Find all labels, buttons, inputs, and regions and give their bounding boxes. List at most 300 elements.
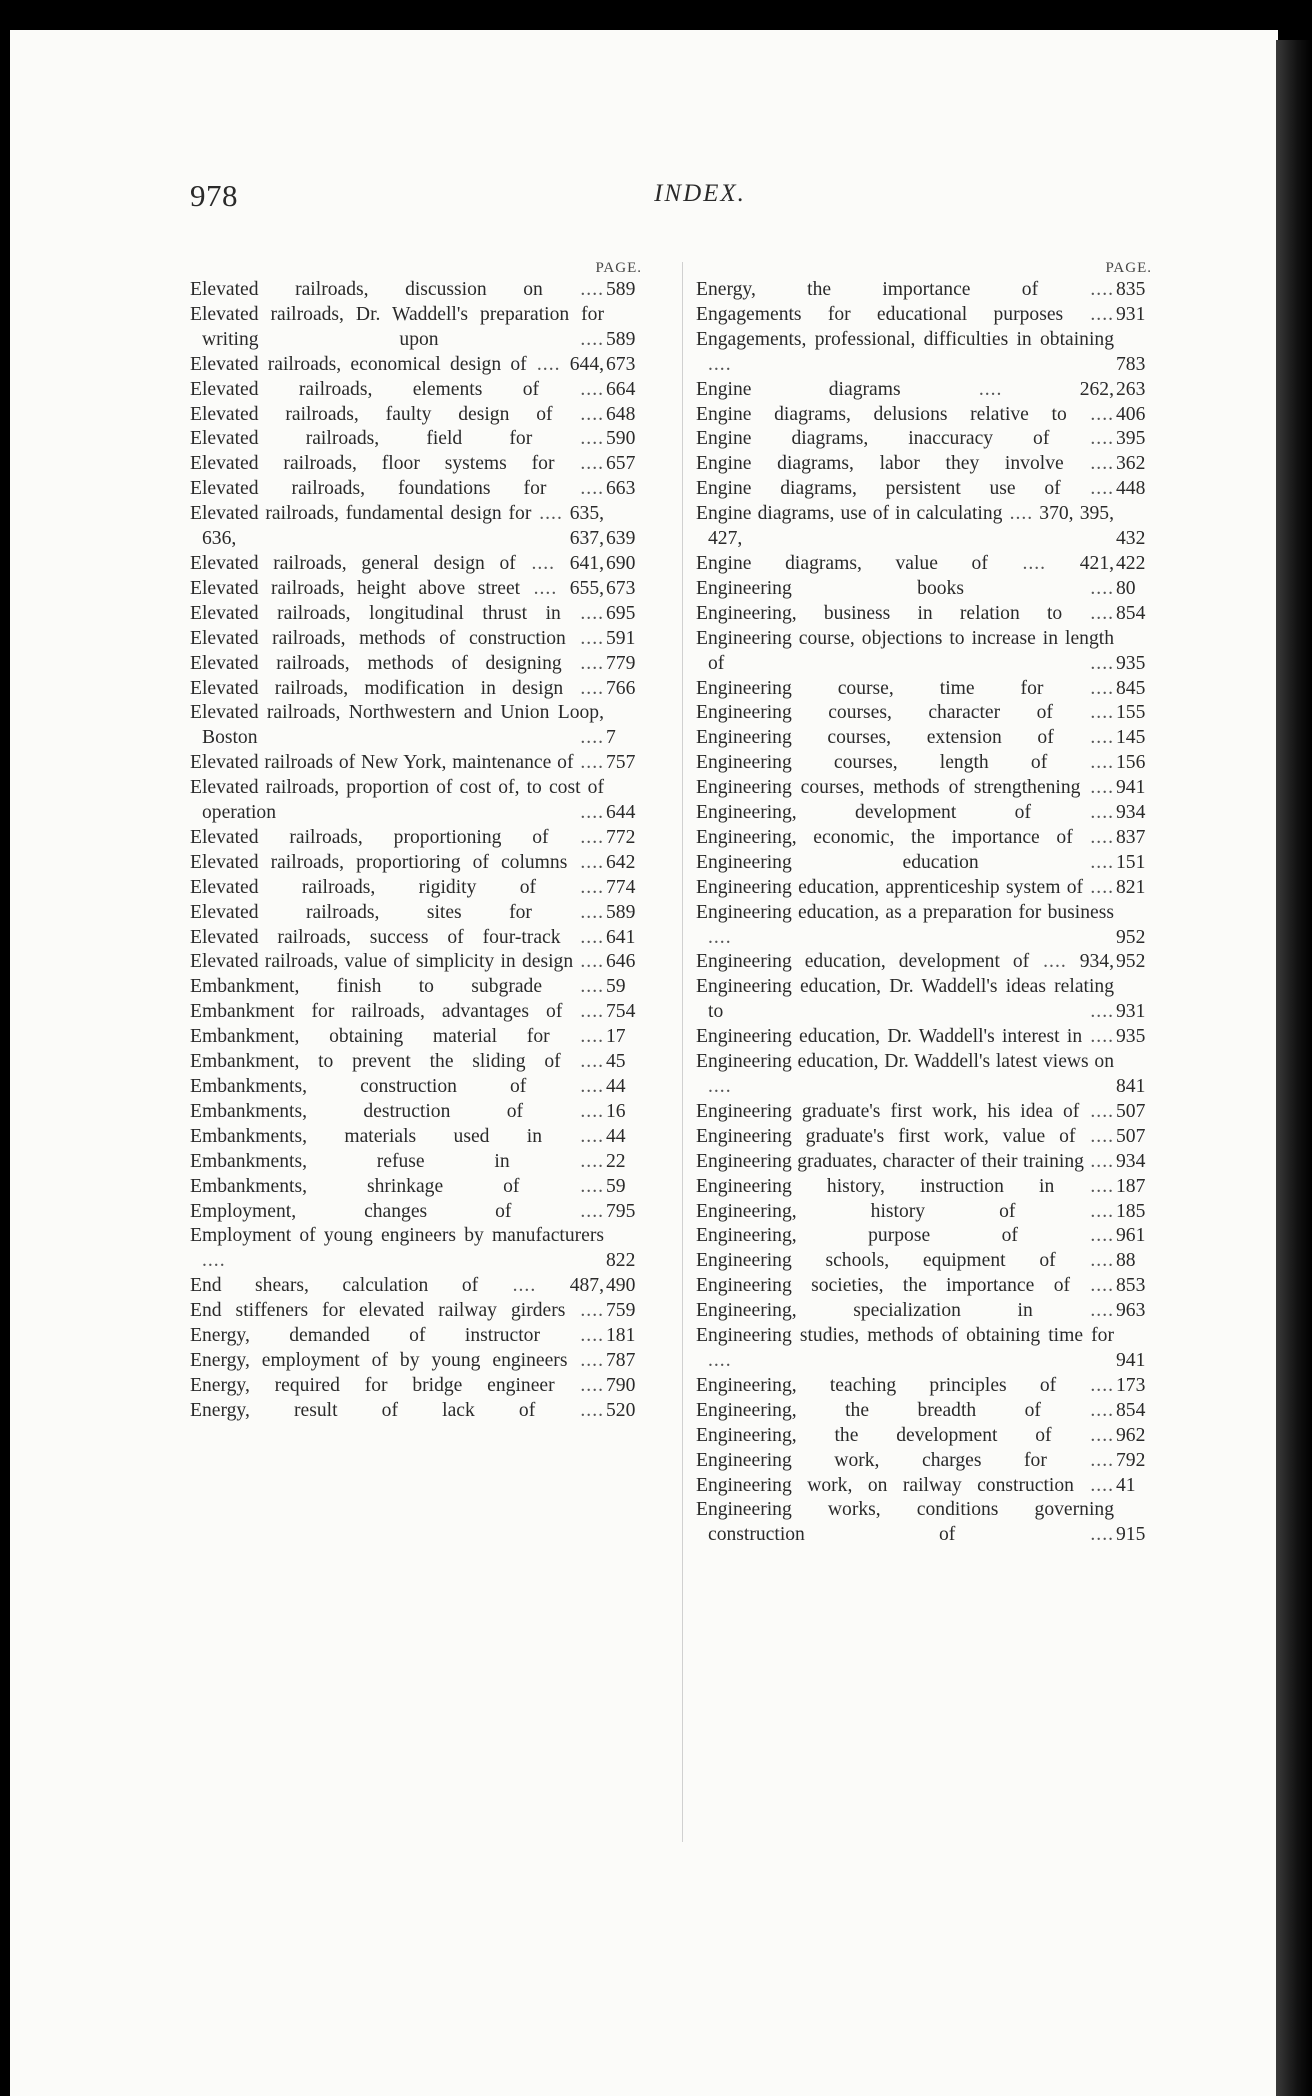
leader-dots: .... — [552, 403, 605, 425]
leader-dots: .... — [1015, 1200, 1114, 1222]
index-entry — [696, 1498, 1158, 1548]
index-entry-page: 44 — [606, 1076, 626, 1097]
index-entry-text: Engineering, business in relation to — [696, 602, 1063, 624]
index-entry-text: Elevated railroads, modification in design — [190, 677, 564, 699]
index-entry-page: 673 — [606, 577, 636, 599]
leader-dots: .... — [1043, 677, 1114, 699]
index-entry — [190, 826, 648, 851]
leader-dots: .... — [1029, 951, 1067, 973]
index-entry-text: Engineering, economic, the importance of — [696, 826, 1073, 848]
index-entry-text: Elevated railroads, rigidity of — [190, 876, 537, 898]
index-entry-text: Energy, result of lack of — [190, 1399, 536, 1421]
leader-dots: .... — [202, 1250, 226, 1272]
index-entry-text: Engineering work, on railway construction — [696, 1474, 1074, 1496]
index-entry-text: Elevated railroads, success of four-track — [190, 926, 561, 948]
index-entry — [696, 776, 1158, 801]
leader-dots: .... — [549, 1026, 604, 1048]
index-entry-page: 821 — [1116, 876, 1146, 898]
index-entry-page: 931 — [1116, 303, 1146, 325]
leader-dots: .... — [1066, 403, 1114, 425]
index-entry-text: Elevated railroads, elements of — [190, 378, 540, 400]
index-entry-text: Elevated railroads, height above street — [190, 577, 521, 599]
index-entry-page: 422 — [1116, 552, 1146, 574]
page-number: 978 — [190, 178, 238, 213]
leader-dots: .... — [1031, 802, 1114, 824]
index-entry-page: 961 — [1116, 1225, 1146, 1247]
index-entry — [190, 303, 648, 353]
index-entry-text: Engine diagrams, inaccuracy of — [696, 428, 1050, 450]
index-entry-text: Engineering courses, character of — [696, 702, 1053, 724]
leader-dots: .... — [535, 1399, 604, 1421]
index-entry-page: 648 — [606, 403, 636, 425]
leader-dots: .... — [1073, 1474, 1114, 1496]
index-entry-extra-pages: 934, — [1066, 951, 1114, 973]
index-entry-page: 589 — [606, 328, 636, 350]
leader-dots: .... — [1083, 876, 1115, 898]
index-entry-page: 663 — [606, 478, 636, 500]
index-entry — [696, 1150, 1158, 1175]
index-entry — [696, 751, 1158, 776]
index-entry-text: Engineering education, apprenticeship system of — [696, 876, 1084, 898]
index-entry-page: 362 — [1116, 453, 1146, 475]
index-entry — [696, 1324, 1158, 1374]
leader-dots: .... — [536, 876, 604, 898]
index-entry — [696, 627, 1158, 677]
index-entry-text: Engineering courses, length of — [696, 752, 1048, 774]
index-entry-extra-pages: 370, 395, 427, — [708, 503, 1114, 550]
running-head: INDEX. — [654, 180, 746, 207]
leader-dots: .... — [554, 1374, 605, 1396]
leader-dots: .... — [548, 826, 604, 848]
index-entry — [696, 1249, 1158, 1274]
index-entry — [190, 1050, 648, 1075]
index-entry-text: Energy, employment of by young engineers — [190, 1349, 568, 1371]
index-entry — [190, 1299, 648, 1324]
index-entry-page: 589 — [606, 279, 636, 300]
index-entry — [190, 652, 648, 677]
index-entry-page: 792 — [1116, 1449, 1146, 1471]
leader-dots: .... — [1017, 1225, 1114, 1247]
index-entry-page: 507 — [1116, 1125, 1146, 1147]
index-entry-text: Engineering education, Dr. Waddell's latest views on — [696, 1051, 1114, 1073]
index-entry-text: Elevated railroads, floor systems for — [190, 453, 555, 475]
index-entry-page: 853 — [1116, 1275, 1146, 1297]
index-entry-text: Elevated railroads, sites for — [190, 901, 532, 923]
index-entry — [696, 403, 1158, 428]
index-entry-text: Engineering courses, extension of — [696, 727, 1054, 749]
index-entry-page: 772 — [606, 826, 636, 848]
page-column-label: PAGE. — [595, 260, 642, 276]
leader-dots: .... — [708, 353, 732, 375]
index-entry-page: 406 — [1116, 403, 1146, 425]
index-entry-page: 962 — [1116, 1424, 1146, 1446]
leader-dots: .... — [1075, 1125, 1114, 1147]
index-entry-page: 766 — [606, 677, 636, 699]
index-entry — [696, 876, 1158, 901]
index-entry — [696, 452, 1158, 477]
leader-dots: .... — [542, 976, 604, 998]
leader-dots: .... — [526, 1076, 604, 1097]
index-entry-text: Engineering, the breadth of — [696, 1399, 1041, 1421]
index-entry — [190, 477, 648, 502]
index-entry — [190, 876, 648, 901]
index-entry-page: 941 — [1116, 777, 1146, 799]
leader-dots: .... — [1038, 279, 1114, 300]
index-entry-text: Embankments, refuse in — [190, 1150, 510, 1172]
index-entry-page: 822 — [606, 1250, 636, 1272]
index-entry-text: Elevated railroads, proportioning of — [190, 826, 549, 848]
leader-dots: .... — [1032, 1300, 1114, 1322]
leader-dots: .... — [560, 926, 604, 948]
leader-dots: .... — [520, 577, 558, 599]
column-divider — [682, 262, 683, 1842]
index-entry-text: Engineering work, charges for — [696, 1449, 1047, 1471]
index-entry — [696, 1200, 1158, 1225]
index-entry-text: Embankments, materials used in — [190, 1125, 543, 1147]
index-entry — [696, 303, 1158, 328]
index-entry-text: Engineering education, as a preparation for business — [696, 901, 1114, 923]
index-entry-text: Energy, demanded of instructor — [190, 1325, 540, 1347]
leader-dots: .... — [978, 851, 1114, 873]
index-entry — [190, 1025, 648, 1050]
index-entry-text: Embankment for railroads, advantages of — [190, 1001, 563, 1023]
index-entry-text: Embankment, to prevent the sliding of — [190, 1051, 561, 1073]
index-entry-text: Elevated railroads, Dr. Waddell's preparation for writing upon — [190, 303, 604, 350]
index-entry-page: 757 — [606, 752, 636, 774]
leader-dots: .... — [567, 1349, 604, 1371]
index-entry-text: Elevated railroads, methods of designing — [190, 652, 562, 674]
index-entry-page: 774 — [606, 876, 636, 898]
index-entry — [190, 602, 648, 627]
index-column-left — [190, 258, 648, 1424]
index-entry — [190, 1175, 648, 1200]
index-entry-text: Elevated railroads, methods of construction — [190, 627, 566, 649]
index-entry — [696, 278, 1158, 303]
index-entry-page: 644 — [606, 802, 636, 824]
index-entry-text: Elevated railroads, discussion on — [190, 279, 543, 300]
index-entry-page: 963 — [1116, 1300, 1146, 1322]
index-entry-page: 520 — [606, 1399, 636, 1421]
index-entry — [190, 851, 648, 876]
leader-dots: .... — [1070, 1275, 1114, 1297]
index-entry-page: 695 — [606, 602, 636, 624]
index-entry-text: Embankment, obtaining material for — [190, 1026, 550, 1048]
leader-dots: .... — [987, 552, 1047, 574]
index-entry-page: 490 — [606, 1275, 636, 1297]
leader-dots: .... — [708, 1076, 732, 1097]
index-entry-page: 16 — [606, 1100, 626, 1122]
index-entry-text: Engineering works, conditions governing construction of — [696, 1499, 1114, 1546]
index-entry-extra-pages: 641, — [555, 552, 604, 574]
index-entry — [190, 926, 648, 951]
leader-dots: .... — [567, 851, 604, 873]
leader-dots: .... — [1083, 1150, 1114, 1172]
index-entry-page: 432 — [1116, 528, 1146, 550]
index-entry-text: Engineering education, Dr. Waddell's interest in — [696, 1026, 1083, 1048]
index-entry — [696, 1399, 1158, 1424]
index-entry-extra-pages: 655, — [557, 577, 605, 599]
leader-dots: .... — [1046, 1449, 1114, 1471]
index-entry — [190, 950, 648, 975]
index-entry — [696, 552, 1158, 577]
index-entry-page: 690 — [606, 552, 636, 574]
index-entry-text: End stiffeners for elevated railway girders — [190, 1300, 566, 1322]
leader-dots: .... — [546, 478, 604, 500]
index-column-right — [696, 258, 1158, 1548]
index-entry-page: 590 — [606, 428, 636, 450]
index-entry-page: 45 — [606, 1051, 626, 1073]
index-entry — [190, 975, 648, 1000]
index-entry-page: 44 — [606, 1125, 626, 1147]
leader-dots: .... — [1082, 1026, 1114, 1048]
index-entry-page: 915 — [1116, 1524, 1146, 1546]
leader-dots: .... — [532, 428, 604, 450]
index-entry — [190, 577, 648, 602]
index-entry — [696, 1299, 1158, 1324]
index-entry — [190, 1100, 648, 1125]
index-entry-text: Elevated railroads, Northwestern and Union Loop, Boston — [190, 702, 604, 749]
index-entry-page: 88 — [1116, 1250, 1136, 1272]
index-entry-text: Engagements, professional, difficulties in obtaining — [696, 328, 1114, 350]
index-entry-extra-pages: 644, — [560, 353, 605, 375]
leader-dots: .... — [1052, 702, 1114, 724]
index-entry-page: 664 — [606, 378, 636, 400]
leader-dots: .... — [724, 652, 1114, 674]
index-entry-page: 779 — [606, 652, 636, 674]
index-entry-text: Elevated railroads, faulty design of — [190, 403, 553, 425]
index-entry-page: 931 — [1116, 1001, 1146, 1023]
index-entry-text: Engine diagrams, use of in calculating — [696, 503, 1003, 525]
index-entry — [696, 1050, 1158, 1100]
index-entry-page: 263 — [1116, 378, 1146, 400]
index-entry-page: 952 — [1116, 951, 1146, 973]
leader-dots: .... — [1056, 1374, 1114, 1396]
index-entry — [696, 677, 1158, 702]
index-entry-text: Engineering societies, the importance of — [696, 1275, 1071, 1297]
leader-dots: .... — [1060, 478, 1114, 500]
index-entry — [190, 776, 648, 826]
index-entry-page: 173 — [1116, 1374, 1146, 1396]
leader-dots: .... — [526, 353, 561, 375]
index-entry-page: 155 — [1116, 702, 1146, 724]
index-entry-page: 642 — [606, 851, 636, 873]
index-entry-page: 17 — [606, 1026, 626, 1048]
index-entry-extra-pages: 421, — [1046, 552, 1115, 574]
index-entry — [696, 826, 1158, 851]
leader-dots: .... — [1079, 1100, 1114, 1122]
index-entries — [696, 278, 1158, 1548]
index-entry — [696, 975, 1158, 1025]
index-entry-text: Engineering, teaching principles of — [696, 1374, 1057, 1396]
index-entry-text: Elevated railroads, proportioring of columns — [190, 851, 568, 873]
index-entry-text: Engagements for educational purposes — [696, 303, 1064, 325]
index-entry-text: Engineering history, instruction in — [696, 1175, 1055, 1197]
index-entry — [190, 677, 648, 702]
index-entry-page: 795 — [606, 1200, 636, 1222]
index-entry-page: 934 — [1116, 802, 1146, 824]
leader-dots: .... — [438, 328, 604, 350]
index-entry-page: 151 — [1116, 851, 1146, 873]
index-entry — [696, 1224, 1158, 1249]
index-entry — [190, 627, 648, 652]
index-entry-page: 59 — [606, 976, 626, 998]
index-entry-text: Engineering books — [696, 577, 964, 599]
index-entry-text: Engineering course, objections to increase in length of — [696, 627, 1114, 674]
index-entry-page: 80 — [1116, 577, 1136, 599]
index-entry-text: Elevated railroads, proportion of cost of, to cost of operation — [190, 777, 604, 824]
leader-dots: .... — [540, 1325, 604, 1347]
leader-dots: .... — [573, 951, 605, 973]
index-entry — [190, 751, 648, 776]
leader-dots: .... — [565, 1300, 604, 1322]
leader-dots: .... — [708, 926, 732, 948]
index-entry-page: 448 — [1116, 478, 1146, 500]
index-entry-text: Engine diagrams — [696, 378, 901, 400]
page-header — [190, 178, 1210, 218]
leader-dots: .... — [523, 1100, 604, 1122]
index-entry-page: 787 — [606, 1349, 636, 1371]
index-entry-page: 845 — [1116, 677, 1146, 699]
index-entry-page: 935 — [1116, 1026, 1146, 1048]
index-entry-page: 181 — [606, 1325, 636, 1347]
index-entry — [696, 801, 1158, 826]
index-entry-text: Engineering, the development of — [696, 1424, 1052, 1446]
index-entry-page: 187 — [1116, 1175, 1146, 1197]
index-entry-text: Embankments, shrinkage of — [190, 1175, 520, 1197]
leader-dots: .... — [1053, 727, 1114, 749]
leader-dots: .... — [1063, 303, 1114, 325]
index-entry — [696, 701, 1158, 726]
leader-dots: .... — [1040, 1399, 1114, 1421]
leader-dots: .... — [554, 453, 604, 475]
index-entry-page: 673 — [606, 353, 636, 375]
index-entry — [190, 701, 648, 751]
index-entry-text: Engine diagrams, labor they involve — [696, 453, 1064, 475]
index-entry-page: 835 — [1116, 279, 1146, 300]
index-entry-text: Engineering education, Dr. Waddell's ideas relating to — [696, 976, 1114, 1023]
index-entry-page: 646 — [606, 951, 636, 973]
index-entry — [696, 1025, 1158, 1050]
index-entry-page: 589 — [606, 901, 636, 923]
index-entry-page: 841 — [1116, 1076, 1146, 1097]
index-entry-page: 790 — [606, 1374, 636, 1396]
index-entry-text: Elevated railroads, fundamental design for — [190, 503, 532, 525]
index-entry — [696, 726, 1158, 751]
leader-dots: .... — [257, 727, 604, 749]
index-entry-text: End shears, calculation of — [190, 1275, 479, 1297]
leader-dots: .... — [1049, 428, 1114, 450]
index-entry — [696, 1274, 1158, 1299]
index-entry — [696, 602, 1158, 627]
leader-dots: .... — [515, 552, 556, 574]
index-entry-text: Engineering studies, methods of obtaining time for — [696, 1325, 1114, 1347]
leader-dots: .... — [560, 1051, 605, 1073]
index-entry — [190, 378, 648, 403]
index-entry — [696, 950, 1158, 975]
index-entry-page: 641 — [606, 926, 636, 948]
index-entry — [190, 1399, 648, 1424]
leader-dots: .... — [539, 378, 604, 400]
leader-dots: .... — [561, 652, 604, 674]
index-entry — [190, 353, 648, 378]
index-entry-text: Engineering courses, methods of strengthening — [696, 777, 1081, 799]
index-entries — [190, 278, 648, 1424]
leader-dots: .... — [276, 802, 604, 824]
index-entry — [190, 427, 648, 452]
index-entry-text: Engineering graduates, character of their training — [696, 1150, 1084, 1172]
index-entry-page: 59 — [606, 1175, 626, 1197]
leader-dots: .... — [563, 677, 604, 699]
index-entry-text: Engineering, development of — [696, 802, 1031, 824]
index-entry — [190, 1374, 648, 1399]
binding-shadow — [1276, 40, 1312, 2096]
index-entry-text: Engineering, purpose of — [696, 1225, 1018, 1247]
index-entry-page: 22 — [606, 1150, 626, 1172]
index-entry — [696, 502, 1158, 552]
index-entry-text: Engine diagrams, delusions relative to — [696, 403, 1067, 425]
index-entry-text: Engine diagrams, persistent use of — [696, 478, 1061, 500]
leader-dots: .... — [963, 577, 1114, 599]
index-entry-text: Elevated railroads of New York, maintenance of — [190, 752, 574, 774]
index-entry — [190, 901, 648, 926]
index-entry-text: Employment of young engineers by manufacturers — [190, 1225, 604, 1247]
index-entry — [696, 901, 1158, 951]
index-entry-page: 837 — [1116, 826, 1146, 848]
leader-dots: .... — [955, 1524, 1114, 1546]
index-entry — [190, 1075, 648, 1100]
index-entry — [190, 1150, 648, 1175]
leader-dots: .... — [573, 752, 604, 774]
leader-dots: .... — [1054, 1175, 1114, 1197]
index-entry — [190, 403, 648, 428]
index-entry-page: 591 — [606, 627, 636, 649]
index-entry-text: Embankments, destruction of — [190, 1100, 524, 1122]
index-entry-page: 934 — [1116, 1150, 1146, 1172]
index-entry-text: Engineering graduate's first work, value of — [696, 1125, 1076, 1147]
index-entry-page: 639 — [606, 528, 636, 550]
index-entry-page: 941 — [1116, 1349, 1146, 1371]
index-entry — [190, 1125, 648, 1150]
index-entry — [190, 1324, 648, 1349]
index-entry — [696, 1175, 1158, 1200]
leader-dots: .... — [542, 1125, 604, 1147]
index-entry-text: Engineering education — [696, 851, 979, 873]
index-entry-text: Embankments, construction of — [190, 1076, 527, 1097]
index-entry-text: Engineering schools, equipment of — [696, 1250, 1056, 1272]
index-entry-extra-pages: 262, — [1002, 378, 1114, 400]
leader-dots: .... — [723, 1001, 1114, 1023]
leader-dots: .... — [531, 901, 604, 923]
page-column-label: PAGE. — [1105, 260, 1152, 276]
index-entry-text: Elevated railroads, general design of — [190, 552, 516, 574]
leader-dots: .... — [509, 1150, 604, 1172]
index-entry-page: 935 — [1116, 652, 1146, 674]
index-entry-page: 854 — [1116, 602, 1146, 624]
index-entry-page: 185 — [1116, 1200, 1146, 1222]
leader-dots: .... — [519, 1175, 604, 1197]
index-entry-text: Engine diagrams, value of — [696, 552, 988, 574]
index-entry-page: 7 — [606, 727, 616, 749]
index-entry-page: 754 — [606, 1001, 636, 1023]
leader-dots: .... — [1051, 1424, 1114, 1446]
index-entry — [190, 502, 648, 552]
index-entry — [190, 1349, 648, 1374]
index-entry — [696, 1100, 1158, 1125]
index-entry-text: Engineering graduate's first work, his idea of — [696, 1100, 1080, 1122]
index-entry-page: 507 — [1116, 1100, 1146, 1122]
leader-dots: .... — [511, 1200, 604, 1222]
leader-dots: .... — [1047, 752, 1114, 774]
